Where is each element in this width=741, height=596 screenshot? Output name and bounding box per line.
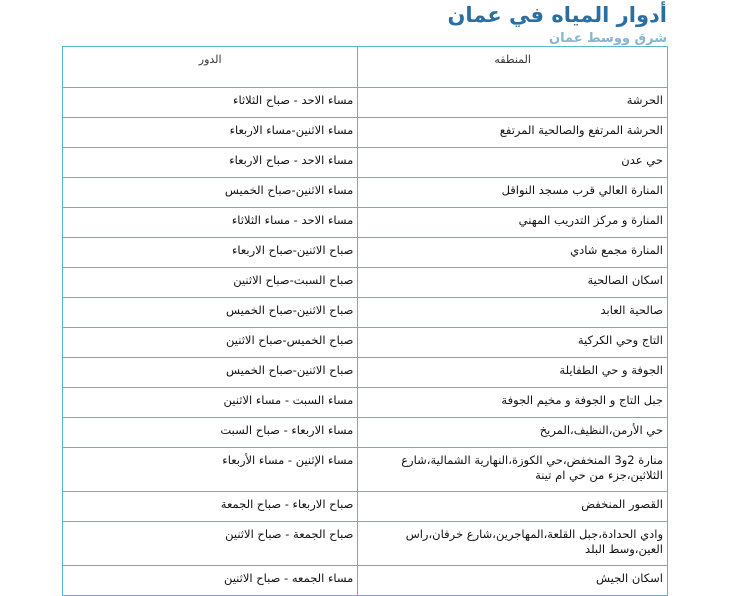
table-row bbox=[63, 178, 668, 208]
area-cell: الحرشة المرتفع والصالحية المرتفع bbox=[358, 118, 668, 148]
area-cell: حي عدن bbox=[358, 148, 668, 178]
area-cell: وادي الحدادة،جبل القلعة،المهاجرين،شارع خرفان،راس العين،وسط البلد bbox=[358, 522, 668, 566]
shift-cell: مساء السبت - مساء الاثنين bbox=[63, 388, 358, 418]
table-row bbox=[63, 88, 668, 118]
shift-cell: صباح الجمعة - صباح الاثنين bbox=[63, 522, 358, 566]
area-cell: منارة 2و3 المنخفض،حي الكوزة،النهارية الشمالية،شارع الثلاثين،جزء من حي ام تينة bbox=[358, 448, 668, 492]
table-row bbox=[63, 358, 668, 388]
table-row bbox=[63, 208, 668, 238]
table-row bbox=[63, 238, 668, 268]
table-row bbox=[63, 418, 668, 448]
table-row bbox=[63, 268, 668, 298]
table-row bbox=[63, 566, 668, 596]
shift-cell: صباح الاثنين-صباح الخميس bbox=[63, 298, 358, 328]
area-cell: صالحية العابد bbox=[358, 298, 668, 328]
area-cell: اسكان الجيش bbox=[358, 566, 668, 596]
area-cell: التاج وحي الكركية bbox=[358, 328, 668, 358]
shift-cell: مساء الاحد - صباح الثلاثاء bbox=[63, 88, 358, 118]
shift-cell: مساء الجمعه - صباح الاثنين bbox=[63, 566, 358, 596]
table-row bbox=[63, 118, 668, 148]
shift-cell: مساء الاثنين-مساء الاربعاء bbox=[63, 118, 358, 148]
table-row bbox=[63, 298, 668, 328]
shift-cell: مساء الاربعاء - صباح السبت bbox=[63, 418, 358, 448]
area-cell: الحرشة bbox=[358, 88, 668, 118]
shift-cell: مساء الاثنين-صباح الخميس bbox=[63, 178, 358, 208]
area-cell: حي الأرمن،النظيف،المريخ bbox=[358, 418, 668, 448]
area-cell: جبل التاج و الجوفة و مخيم الجوفة bbox=[358, 388, 668, 418]
table-row bbox=[63, 388, 668, 418]
shift-cell: صباح السبت-صباح الاثنين bbox=[63, 268, 358, 298]
shift-cell: صباح الاربعاء - صباح الجمعة bbox=[63, 492, 358, 522]
area-cell: القصور المنخفض bbox=[358, 492, 668, 522]
header-shift: الدور bbox=[63, 47, 358, 88]
shift-cell: مساء الاحد - مساء الثلاثاء bbox=[63, 208, 358, 238]
area-cell: المنارة و مركز التدريب المهني bbox=[358, 208, 668, 238]
water-schedule-table bbox=[62, 46, 668, 596]
shift-cell: مساء الاحد - صباح الاربعاء bbox=[63, 148, 358, 178]
table-row bbox=[63, 448, 668, 492]
area-cell: الجوفة و حي الطفايلة bbox=[358, 358, 668, 388]
shift-cell: مساء الإثنين - مساء الأربعاء bbox=[63, 448, 358, 492]
shift-cell: صباح الاثنين-صباح الخميس bbox=[63, 358, 358, 388]
area-cell: المنارة مجمع شادي bbox=[358, 238, 668, 268]
table-row bbox=[63, 522, 668, 566]
table-row bbox=[63, 492, 668, 522]
area-cell: اسكان الصالحية bbox=[358, 268, 668, 298]
shift-cell: صباح الخميس-صباح الاثنين bbox=[63, 328, 358, 358]
area-cell: المنارة العالي قرب مسجد النواقل bbox=[358, 178, 668, 208]
table-body bbox=[63, 88, 668, 596]
table-row bbox=[63, 148, 668, 178]
shift-cell: صباح الاثنين-صباح الاربعاء bbox=[63, 238, 358, 268]
header-area: المنطقه bbox=[358, 47, 668, 88]
table-header-row bbox=[63, 47, 668, 88]
page-title: أدوار المياه في عمان bbox=[447, 3, 667, 27]
page-subtitle: شرق ووسط عمان bbox=[549, 31, 667, 46]
table-row bbox=[63, 328, 668, 358]
